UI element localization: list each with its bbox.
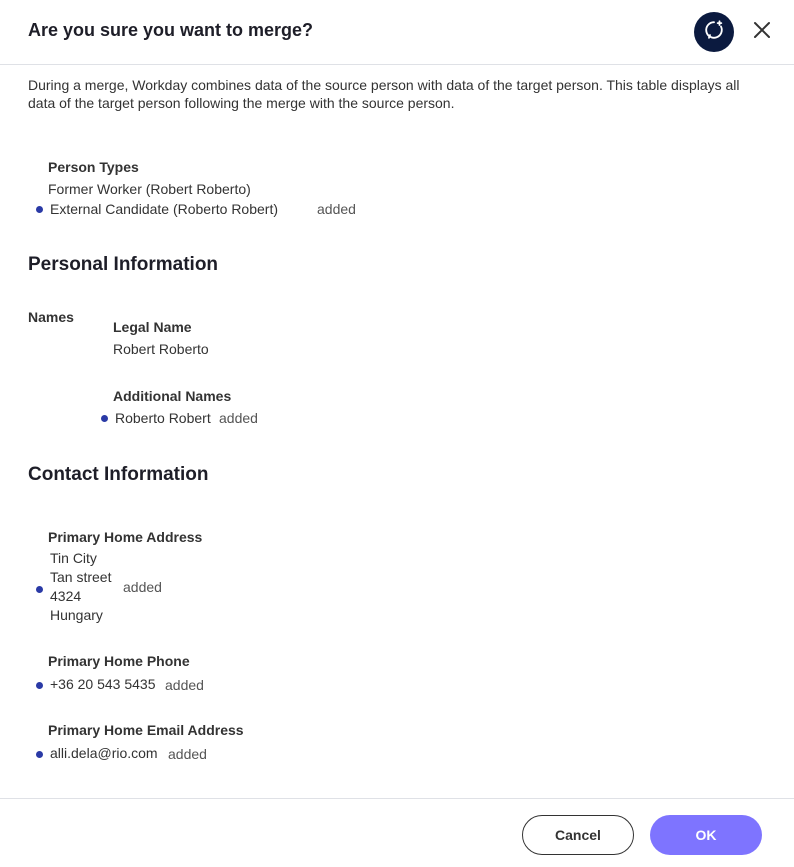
sparkle-chat-icon: [703, 19, 725, 46]
primary-home-phone-label: Primary Home Phone: [48, 653, 190, 669]
person-type-value: External Candidate (Roberto Robert): [50, 201, 279, 217]
phone-value: +36 20 543 5435: [50, 676, 156, 692]
address-line: 4324: [50, 588, 82, 604]
added-status: added: [219, 410, 258, 426]
additional-names-label: Additional Names: [113, 388, 232, 404]
merge-description: During a merge, Workday combines data of the source person with data of the target person. This table displays all data of the target person following the merge with the source person.: [28, 77, 740, 111]
email-value: alli.dela@rio.com: [50, 745, 158, 761]
person-type-value: Former Worker (Robert Roberto): [48, 181, 251, 197]
person-types-label: Person Types: [48, 159, 139, 175]
added-status: added: [123, 579, 162, 595]
legal-name-value: Robert Roberto: [113, 341, 209, 357]
added-bullet: [36, 682, 43, 689]
added-bullet: [36, 751, 43, 758]
added-bullet: [36, 206, 43, 213]
close-button[interactable]: [748, 18, 776, 46]
ok-button[interactable]: OK: [650, 815, 762, 855]
address-line: Hungary: [50, 607, 103, 623]
cancel-button[interactable]: Cancel: [522, 815, 634, 855]
assistant-button[interactable]: [694, 12, 734, 52]
contact-information-heading: Contact Information: [28, 464, 209, 485]
dialog-title: Are you sure you want to merge?: [28, 20, 314, 40]
close-icon: [753, 21, 771, 44]
added-bullet: [36, 586, 43, 593]
primary-home-address-label: Primary Home Address: [48, 529, 203, 545]
additional-name-value: Roberto Robert: [115, 410, 211, 426]
dialog-footer: [0, 798, 794, 867]
primary-home-email-label: Primary Home Email Address: [48, 722, 244, 738]
personal-information-heading: Personal Information: [28, 254, 219, 275]
legal-name-label: Legal Name: [113, 319, 192, 335]
names-label: Names: [28, 309, 74, 325]
added-bullet: [101, 415, 108, 422]
added-status: added: [317, 201, 356, 217]
added-status: added: [165, 677, 204, 693]
address-line: Tan street: [50, 569, 112, 585]
added-status: added: [168, 746, 207, 762]
dialog-header: [0, 0, 794, 65]
address-line: Tin City: [50, 550, 97, 566]
dialog-body: [0, 66, 794, 798]
